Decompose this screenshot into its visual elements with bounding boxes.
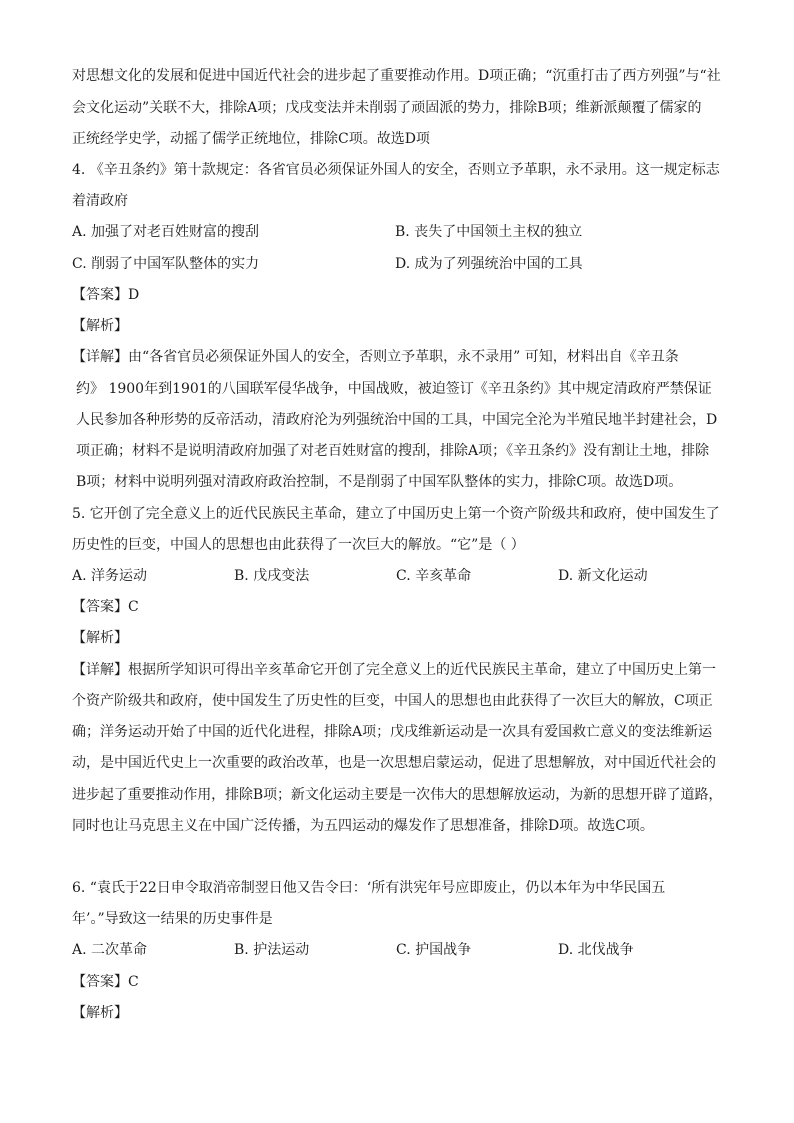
q4-analysis-heading: 【解析】 bbox=[72, 318, 128, 334]
question-5-stem: 5. 它开创了完全意义上的近代民族民主革命，建立了中国历史上第一个资产阶级共和政府，使中国发生了 bbox=[72, 506, 720, 522]
q4-detail-line: B项；材料中说明列强对清政府政治控制，不是削弱了中国军队整体的实力，排除C项。故选D项。 bbox=[76, 474, 683, 490]
q4-option-a: A. 加强了对老百姓财富的搜刮 bbox=[72, 224, 260, 240]
q5-detail-line: 个资产阶级共和政府，使中国发生了历史性的巨变，中国人的思想也由此获得了一次巨大的解放，C项正 bbox=[72, 693, 713, 709]
q5-answer: 【答案】C bbox=[72, 599, 139, 615]
q4-answer: 【答案】D bbox=[72, 287, 140, 303]
q6-option-d: D. 北伐战争 bbox=[558, 942, 634, 958]
question-6-stem: 6. “袁氏于22日申令取消帝制翌日他又告令曰：‘所有洪宪年号应即废止，仍以本年为中华民国五 bbox=[72, 880, 666, 896]
q5-option-b: B. 戊戌变法 bbox=[234, 568, 310, 584]
q4-option-b: B. 丧失了中国领土主权的独立 bbox=[395, 224, 583, 240]
q5-detail-line: 【详解】根据所学知识可得出辛亥革命它开创了完全意义上的近代民族民主革命，建立了中国历史上第一 bbox=[72, 662, 716, 678]
q6-option-b: B. 护法运动 bbox=[234, 942, 310, 958]
q5-detail-line: 同时也让马克思主义在中国广泛传播，为五四运动的爆发作了思想准备，排除D项。故选C项。 bbox=[72, 818, 654, 834]
question-4-stem-cont: 着清政府 bbox=[72, 193, 128, 209]
q4-detail-line: 【详解】由“各省官员必须保证外国人的安全，否则立予革职，永不录用” 可知，材料出自《辛丑条 bbox=[72, 349, 679, 365]
q6-analysis-heading: 【解析】 bbox=[72, 1005, 128, 1021]
q5-detail-line: 进步起了重要推动作用，排除B项；新文化运动主要是一次伟大的思想解放运动，为新的思想开辟了道路， bbox=[72, 787, 723, 803]
q4-detail-line: 人民参加各种形势的反帝活动，清政府沦为列强统治中国的工具，中国完全沦为半殖民地半封建社会，D bbox=[76, 412, 718, 428]
q4-detail-line: 项正确；材料不是说明清政府加强了对老百姓财富的搜刮，排除A项；《辛丑条约》没有割让土地，排除 bbox=[76, 443, 710, 459]
q5-detail-line: 动，是中国近代史上一次重要的政治改革，也是一次思想启蒙运动，促进了思想解放，对中国近代社会的 bbox=[72, 755, 716, 771]
question-6-stem-cont: 年’。”导致这一结果的历史事件是 bbox=[72, 911, 273, 927]
q5-option-d: D. 新文化运动 bbox=[558, 568, 648, 584]
q4-option-d: D. 成为了列强统治中国的工具 bbox=[395, 256, 583, 272]
q4-option-c: C. 削弱了中国军队整体的实力 bbox=[72, 256, 260, 272]
text-line: 对思想文化的发展和促进中国近代社会的进步起了重要推动作用。D项正确；“沉重打击了西方列强”与“社 bbox=[72, 68, 721, 84]
question-5-stem-cont: 历史性的巨变，中国人的思想也由此获得了一次巨大的解放。“它”是（ ） bbox=[72, 537, 525, 553]
text-line: 会文化运动”关联不大，排除A项；戊戌变法并未削弱了顽固派的势力，排除B项；维新派颠覆了儒家的 bbox=[72, 100, 702, 116]
q5-analysis-heading: 【解析】 bbox=[72, 630, 128, 646]
question-4-stem: 4. 《辛丑条约》第十款规定：各省官员必须保证外国人的安全，否则立予革职，永不录用。这一规定标志 bbox=[72, 162, 720, 178]
q6-option-a: A. 二次革命 bbox=[72, 942, 148, 958]
q4-detail-line: 约》 1900年到1901的八国联军侵华战争，中国战败，被迫签订《辛丑条约》其中规定清政府严禁保证 bbox=[76, 381, 712, 397]
q5-option-a: A. 洋务运动 bbox=[72, 568, 148, 584]
text-line: 正统经学史学，动摇了儒学正统地位，排除C项。故选D项 bbox=[72, 131, 430, 147]
q5-detail-line: 确；洋务运动开始了中国的近代化进程，排除A项；戊戌维新运动是一次具有爱国救亡意义的变法维新运 bbox=[72, 724, 713, 740]
q6-answer: 【答案】C bbox=[72, 974, 139, 990]
q6-option-c: C. 护国战争 bbox=[396, 942, 472, 958]
q5-option-c: C. 辛亥革命 bbox=[396, 568, 472, 584]
